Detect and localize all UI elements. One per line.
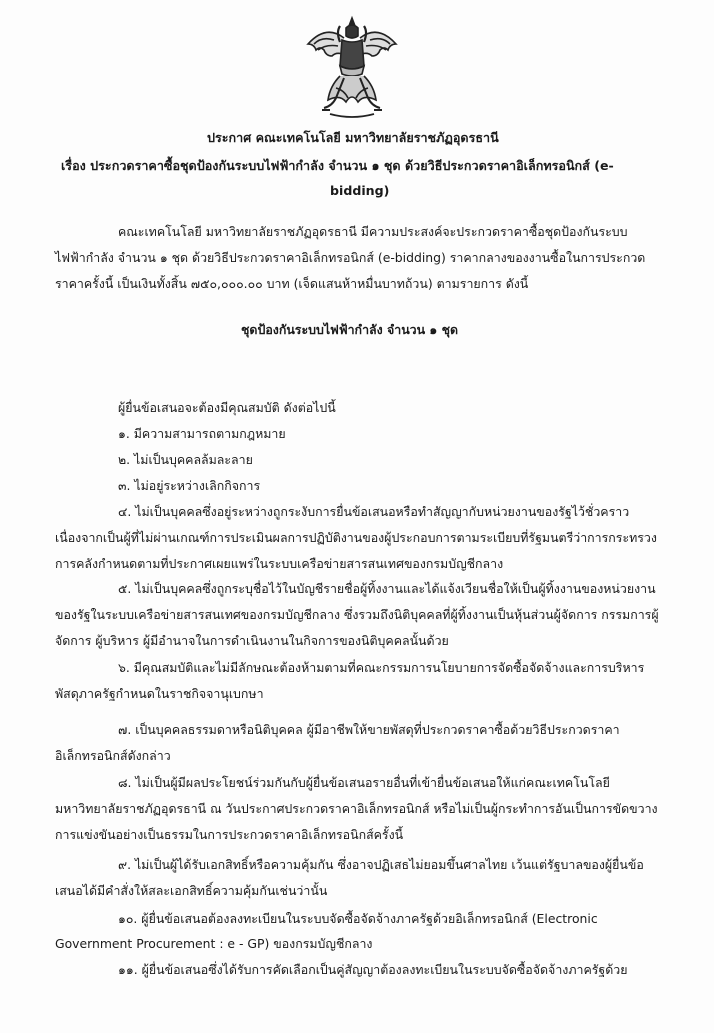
qualification-10-line-1: ๑๐. ผู้ยื่นข้อเสนอต้องลงทะเบียนในระบบจัดซื้อจัดจ้างภาครัฐด้วยอิเล็กทรอนิกส์ (Electronic — [118, 911, 598, 926]
qualification-10-line-2: Government Procurement : e - GP) ของกรมบัญชีกลาง — [55, 936, 373, 951]
qualification-1: ๑. มีความสามารถตามกฎหมาย — [118, 426, 286, 441]
qualification-2: ๒. ไม่เป็นบุคคลล้มละลาย — [118, 452, 253, 467]
qualification-6-line-1: ๖. มีคุณสมบัติและไม่มีลักษณะต้องห้ามตามที่คณะกรรมการนโยบายการจัดซื้อจัดจ้างและการบริหาร — [118, 660, 645, 675]
qualification-7-line-1: ๗. เป็นบุคคลธรรมดาหรือนิติบุคคล ผู้มีอาชีพให้ขายพัสดุที่ประกวดราคาซื้อด้วยวิธีประกวดราคา — [118, 722, 620, 737]
qualification-5-line-1: ๕. ไม่เป็นบุคคลซึ่งถูกระบุชื่อไว้ในบัญชีรายชื่อผู้ทิ้งงานและได้แจ้งเวียนชื่อให้เป็นผู้ทิ้งงานของหน่วยงาน — [118, 581, 656, 596]
qualification-3: ๓. ไม่อยู่ระหว่างเลิกกิจการ — [118, 478, 261, 493]
qualification-4-line-1: ๔. ไม่เป็นบุคคลซึ่งอยู่ระหว่างถูกระงับการยื่นข้อเสนอหรือทำสัญญากับหน่วยงานของรัฐไว้ชั่วคราว — [118, 504, 630, 519]
qualification-8-line-2: มหาวิทยาลัยราชภัฏอุดรธานี ณ วันประกาศประกวดราคาอิเล็กทรอนิกส์ หรือไม่เป็นผู้กระทำการอันเป็นการขัดขวาง — [55, 801, 658, 816]
qualification-5-line-2: ของรัฐในระบบเครือข่ายสารสนเทศของกรมบัญชีกลาง ซึ่งรวมถึงนิติบุคคลที่ผู้ทิ้งงานเป็นหุ้นส่วนผู้จัดการ กรรมการผู้ — [55, 607, 659, 622]
qualification-4-line-3: การคลังกำหนดตามที่ประกาศเผยแพร่ในระบบเครือข่ายสารสนเทศของกรมบัญชีกลาง — [55, 556, 504, 571]
qualification-4-line-2: เนื่องจากเป็นผู้ที่ไม่ผ่านเกณฑ์การประเมินผลการปฏิบัติงานของผู้ประกอบการตามระเบียบที่รัฐมนตรีว่าการกระทรวง — [55, 530, 657, 545]
announcement-subject-continued: bidding) — [330, 183, 390, 198]
qualification-11-line-1: ๑๑. ผู้ยื่นข้อเสนอซึ่งได้รับการคัดเลือกเป็นคู่สัญญาต้องลงทะเบียนในระบบจัดซื้อจัดจ้างภาครัฐด้วย — [118, 962, 628, 977]
item-heading: ชุดป้องกันระบบไฟฟ้ากำลัง จำนวน ๑ ชุด — [241, 322, 459, 337]
announcement-subject: เรื่อง ประกวดราคาซื้อชุดป้องกันระบบไฟฟ้ากำลัง จำนวน ๑ ชุด ด้วยวิธีประกวดราคาอิเล็กทรอนิกส์ (e- — [61, 158, 614, 173]
garuda-emblem-icon — [300, 14, 404, 124]
qualification-6-line-2: พัสดุภาครัฐกำหนดในราชกิจจานุเบกษา — [55, 686, 264, 701]
announcement-title: ประกาศ คณะเทคโนโลยี มหาวิทยาลัยราชภัฏอุดรธานี — [207, 130, 499, 145]
qualification-8-line-3: การแข่งขันอย่างเป็นธรรมในการประกวดราคาอิเล็กทรอนิกส์ครั้งนี้ — [55, 827, 404, 842]
qualification-8-line-1: ๘. ไม่เป็นผู้มีผลประโยชน์ร่วมกันกับผู้ยื่นข้อเสนอรายอื่นที่เข้ายื่นข้อเสนอให้แก่คณะเทคโนโลยี — [118, 775, 610, 790]
qualification-5-line-3: จัดการ ผู้บริหาร ผู้มีอำนาจในการดำเนินงานในกิจการของนิติบุคคลนั้นด้วย — [55, 633, 449, 648]
intro-paragraph-line-1: คณะเทคโนโลยี มหาวิทยาลัยราชภัฏอุดรธานี มีความประสงค์จะประกวดราคาซื้อชุดป้องกันระบบ — [118, 224, 628, 239]
intro-paragraph-line-2: ไฟฟ้ากำลัง จำนวน ๑ ชุด ด้วยวิธีประกวดราคาอิเล็กทรอนิกส์ (e-bidding) ราคากลางของงานซื้อในการประกวด — [55, 250, 646, 265]
qualification-9-line-2: เสนอได้มีคำสั่งให้สละเอกสิทธิ์ความคุ้มกันเช่นว่านั้น — [55, 883, 328, 898]
intro-paragraph-line-3: ราคาครั้งนี้ เป็นเงินทั้งสิ้น ๗๕๐,๐๐๐.๐๐ บาท (เจ็ดแสนห้าหมื่นบาทถ้วน) ตามรายการ ดังนี้ — [55, 276, 529, 291]
qualification-9-line-1: ๙. ไม่เป็นผู้ได้รับเอกสิทธิ์หรือความคุ้มกัน ซึ่งอาจปฏิเสธไม่ยอมขึ้นศาลไทย เว้นแต่รัฐบาลของผู้ยื่นข้อ — [118, 857, 644, 872]
qualification-7-line-2: อิเล็กทรอนิกส์ดังกล่าว — [55, 748, 171, 763]
qualifications-intro: ผู้ยื่นข้อเสนอจะต้องมีคุณสมบัติ ดังต่อไปนี้ — [118, 400, 336, 415]
